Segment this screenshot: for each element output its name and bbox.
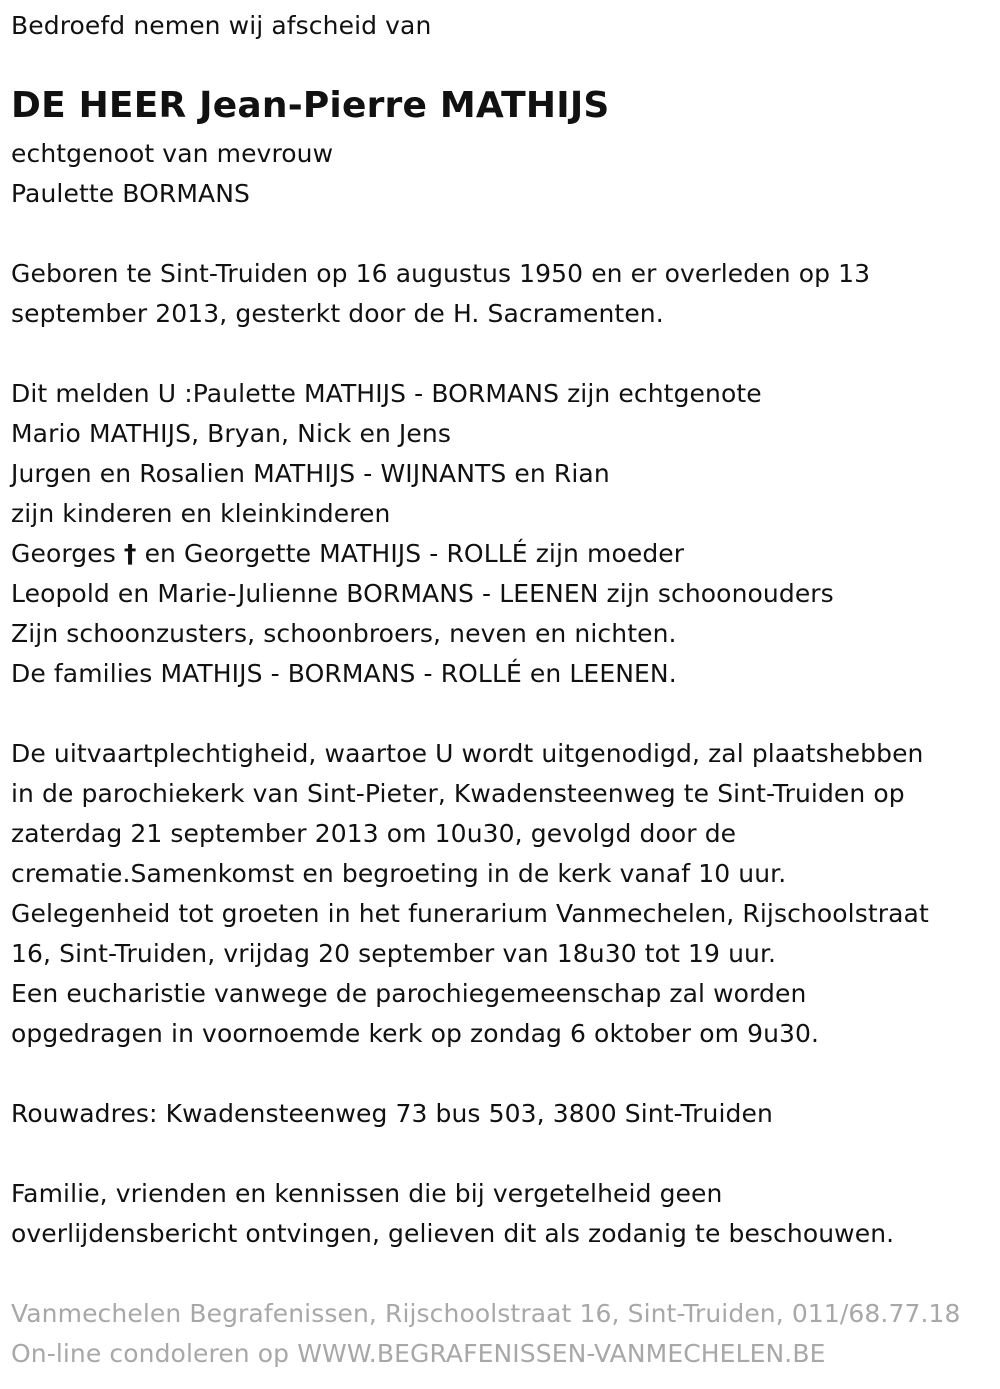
- family-line: Mario MATHIJS, Bryan, Nick en Jens: [11, 419, 451, 448]
- funeral-line: Een eucharistie vanwege de parochiegemeenschap zal worden: [11, 979, 807, 1008]
- spouse-name: Paulette BORMANS: [11, 179, 250, 208]
- funeral-line: 16, Sint-Truiden, vrijdag 20 september van 18u30 tot 19 uur.: [11, 939, 777, 968]
- footer: [11, 1294, 961, 1374]
- spouse-section: [11, 134, 333, 214]
- family-line: Jurgen en Rosalien MATHIJS - WIJNANTS en Rian: [11, 459, 610, 488]
- family-line-part: en Georgette MATHIJS - ROLLÉ zijn moeder: [136, 539, 685, 568]
- funeral-line: Gelegenheid tot groeten in het funerarium Vanmechelen, Rijschoolstraat: [11, 899, 929, 928]
- undertaker-info: Vanmechelen Begrafenissen, Rijschoolstraat 16, Sint-Truiden, 011/68.77.18: [11, 1299, 961, 1328]
- funeral-line: in de parochiekerk van Sint-Pieter, Kwadensteenweg te Sint-Truiden op: [11, 779, 905, 808]
- funeral-section: [11, 734, 929, 1054]
- family-line: De families MATHIJS - BORMANS - ROLLÉ en LEENEN.: [11, 659, 677, 688]
- family-line-part: Georges: [11, 539, 124, 568]
- address-section: [11, 1094, 773, 1134]
- family-line: Leopold en Marie-Julienne BORMANS - LEENEN zijn schoonouders: [11, 579, 834, 608]
- family-section: [11, 374, 834, 694]
- birth-death-section: [11, 254, 870, 334]
- funeral-line: opgedragen in voornoemde kerk op zondag 6 oktober om 9u30.: [11, 1019, 820, 1048]
- family-line: Dit melden U :Paulette MATHIJS - BORMANS zijn echtgenote: [11, 379, 762, 408]
- notice-line: Familie, vrienden en kennissen die bij vergetelheid geen: [11, 1179, 723, 1208]
- spouse-line: echtgenoot van mevrouw: [11, 139, 334, 168]
- intro-text: Bedroefd nemen wij afscheid van: [11, 11, 432, 40]
- notice-line: overlijdensbericht ontvingen, gelieven dit als zodanig te beschouwen.: [11, 1219, 895, 1248]
- cross-icon: †: [123, 539, 137, 568]
- funeral-line: crematie.Samenkomst en begroeting in de kerk vanaf 10 uur.: [11, 859, 787, 888]
- funeral-line: zaterdag 21 september 2013 om 10u30, gevolgd door de: [11, 819, 737, 848]
- funeral-line: De uitvaartplechtigheid, waartoe U wordt uitgenodigd, zal plaatshebben: [11, 739, 924, 768]
- birth-death-line: september 2013, gesterkt door de H. Sacramenten.: [11, 299, 664, 328]
- mourning-address: Rouwadres: Kwadensteenweg 73 bus 503, 3800 Sint-Truiden: [11, 1099, 773, 1128]
- family-line-parents: [11, 534, 834, 574]
- family-line: zijn kinderen en kleinkinderen: [11, 499, 391, 528]
- deceased-name: DE HEER Jean-Pierre MATHIJS: [11, 85, 610, 126]
- birth-death-line: Geboren te Sint-Truiden op 16 augustus 1950 en er overleden op 13: [11, 259, 871, 288]
- notice-section: [11, 1174, 894, 1254]
- online-condolence-link[interactable]: On-line condoleren op WWW.BEGRAFENISSEN-VANMECHELEN.BE: [11, 1339, 826, 1368]
- family-line: Zijn schoonzusters, schoonbroers, neven en nichten.: [11, 619, 677, 648]
